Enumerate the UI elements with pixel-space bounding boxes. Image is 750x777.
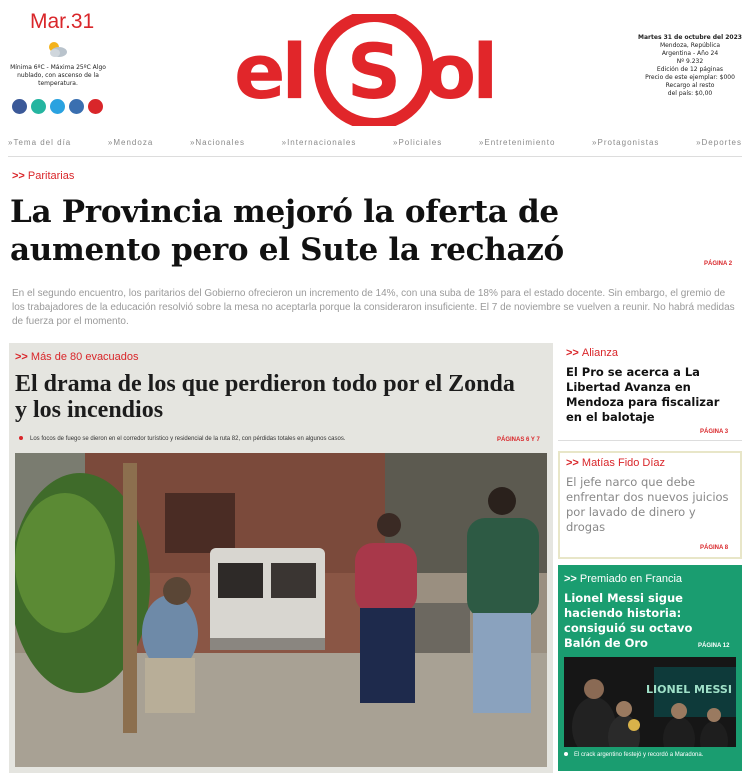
feature-page-ref: PÁGINAS 6 Y 7 bbox=[497, 437, 540, 443]
alianza-kicker: >> Alianza bbox=[566, 347, 618, 359]
whatsapp-icon[interactable] bbox=[31, 99, 46, 114]
messi-photo bbox=[564, 657, 736, 747]
svg-text:S: S bbox=[346, 27, 402, 116]
edition-year: Argentina - Año 24 bbox=[661, 50, 719, 57]
issue-date: Mar.31 bbox=[30, 10, 95, 33]
narco-kicker: >> Matías Fido Díaz bbox=[566, 457, 665, 469]
alianza-page-ref: PÁGINA 3 bbox=[700, 429, 729, 435]
edition-info bbox=[630, 34, 750, 98]
feature-kicker: >> Más de 80 evacuados bbox=[15, 351, 139, 363]
section-nav bbox=[8, 138, 742, 152]
nav-entretenimiento[interactable]: »Entretenimiento bbox=[478, 138, 556, 147]
narco-page-ref: PÁGINA 8 bbox=[700, 545, 729, 551]
nav-protagonistas[interactable]: »Protagonistas bbox=[592, 138, 660, 147]
twitter-icon[interactable] bbox=[50, 99, 65, 114]
narco-headline[interactable]: El jefe narco que debe enfrentar dos nuevos juicios por lavado de dinero y drogas bbox=[566, 475, 729, 534]
nav-mendoza[interactable]: »Mendoza bbox=[107, 138, 154, 147]
nav-nacionales[interactable]: »Nacionales bbox=[189, 138, 245, 147]
el-sol-logo[interactable] bbox=[234, 14, 524, 126]
messi-backdrop-text: LIONEL MESSI bbox=[646, 683, 732, 696]
messi-page-ref: PÁGINA 12 bbox=[698, 643, 730, 649]
messi-kicker: >> Premiado en Francia bbox=[564, 573, 682, 585]
messi-story[interactable] bbox=[558, 565, 742, 771]
feature-headline[interactable]: El drama de los que perdieron todo por el Zonda y los incendios bbox=[15, 371, 515, 423]
edition-surcharge: Recargo al resto bbox=[665, 82, 715, 89]
feature-story bbox=[9, 343, 553, 773]
messi-caption: El crack argentino festejó y recordó a Maradona. bbox=[564, 751, 736, 759]
messi-headline[interactable]: Lionel Messi sigue haciendo historia: consiguió su octavo Balón de Oro bbox=[564, 591, 693, 650]
narco-story[interactable] bbox=[558, 451, 742, 559]
instagram-icon[interactable] bbox=[69, 99, 84, 114]
svg-text:el: el bbox=[234, 27, 304, 116]
svg-text:ol: ol bbox=[424, 27, 495, 116]
edition-location: Mendoza, República bbox=[659, 42, 721, 49]
masthead bbox=[0, 0, 750, 132]
fire-aftermath-photo bbox=[15, 453, 547, 767]
lead-summary: En el segundo encuentro, los paritarios del Gobierno ofrecieron un incremento de 14%, con una suba de 18% para el estado docente. Sin embargo, el gremio de los trabajadores de la educación resolvió sobre la mesa no aceptarla porque la consideraron insuficiente. El 7 de noviembre se vuelven a reunir. No habrá medidas de fuerza por el momento. bbox=[12, 288, 735, 327]
nav-policiales[interactable]: »Policiales bbox=[393, 138, 443, 147]
youtube-icon[interactable] bbox=[88, 99, 103, 114]
alianza-story[interactable] bbox=[558, 343, 742, 441]
lead-page-ref: PÁGINA 2 bbox=[704, 261, 733, 267]
edition-number: Nº 9.232 bbox=[676, 58, 704, 65]
nav-internacionales[interactable]: »Internacionales bbox=[281, 138, 357, 147]
nav-deportes[interactable]: »Deportes bbox=[696, 138, 742, 147]
edition-date: Martes 31 de octubre del 2023 bbox=[638, 34, 742, 41]
lead-headline[interactable]: La Provincia mejoró la oferta de aumento pero el Sute la rechazó bbox=[10, 194, 564, 268]
alianza-headline[interactable]: El Pro se acerca a La Libertad Avanza en Mendoza para fiscalizar en el balotaje bbox=[566, 365, 720, 424]
feature-caption: Los focos de fuego se dieron en el corredor turístico y residencial de la ruta 82, con pérdidas totales en algunos casos. bbox=[19, 436, 489, 442]
weather-forecast: Mínima 6ºC - Máxima 25ºC Algo nublado, con ascenso de la temperatura. bbox=[10, 64, 106, 87]
nav-divider bbox=[8, 156, 742, 157]
edition-price: Precio de este ejemplar: $000 bbox=[645, 74, 735, 81]
partly-cloudy-icon bbox=[46, 40, 68, 58]
social-links bbox=[12, 99, 103, 114]
facebook-icon[interactable] bbox=[12, 99, 27, 114]
lead-kicker: >> Paritarias bbox=[12, 170, 74, 182]
edition-pages: Edición de 12 páginas bbox=[656, 66, 724, 73]
nav-tema-del-dia[interactable]: »Tema del día bbox=[8, 138, 72, 147]
edition-surcharge-price: del país: $0,00 bbox=[667, 90, 713, 97]
